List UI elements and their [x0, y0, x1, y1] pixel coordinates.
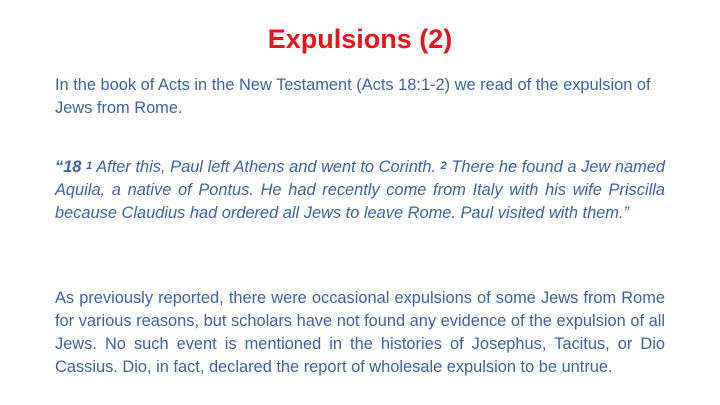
- verse-2-number: 2: [440, 160, 447, 172]
- conclusion-paragraph: As previously reported, there were occasional expulsions of some Jews from Rome for various reasons, but scholars have not found any evidence of the expulsion of all Jews. No such event is mentioned in the histories of Josephus, Tacitus, or Dio Cassius. Dio, in fact, declared the report of wholesale expulsion to be untrue.: [55, 289, 665, 376]
- quote-chapter-number: “18: [55, 158, 82, 176]
- verse-2-text: There he found a Jew named Aquila, a native of Pontus. He had recently come from Italy with his wife Priscilla because Claudius had ordered all Jews to leave Rome. Paul visited with them.”: [55, 158, 665, 222]
- slide-title: Expulsions (2): [267, 24, 453, 54]
- verse-1-text: After this, Paul left Athens and went to Corinth.: [92, 158, 441, 176]
- scripture-quote: [55, 156, 665, 225]
- intro-paragraph: In the book of Acts in the New Testament (Acts 18:1-2) we read of the expulsion of Jews from Rome.: [55, 76, 651, 117]
- verse-1-number: 1: [86, 160, 93, 172]
